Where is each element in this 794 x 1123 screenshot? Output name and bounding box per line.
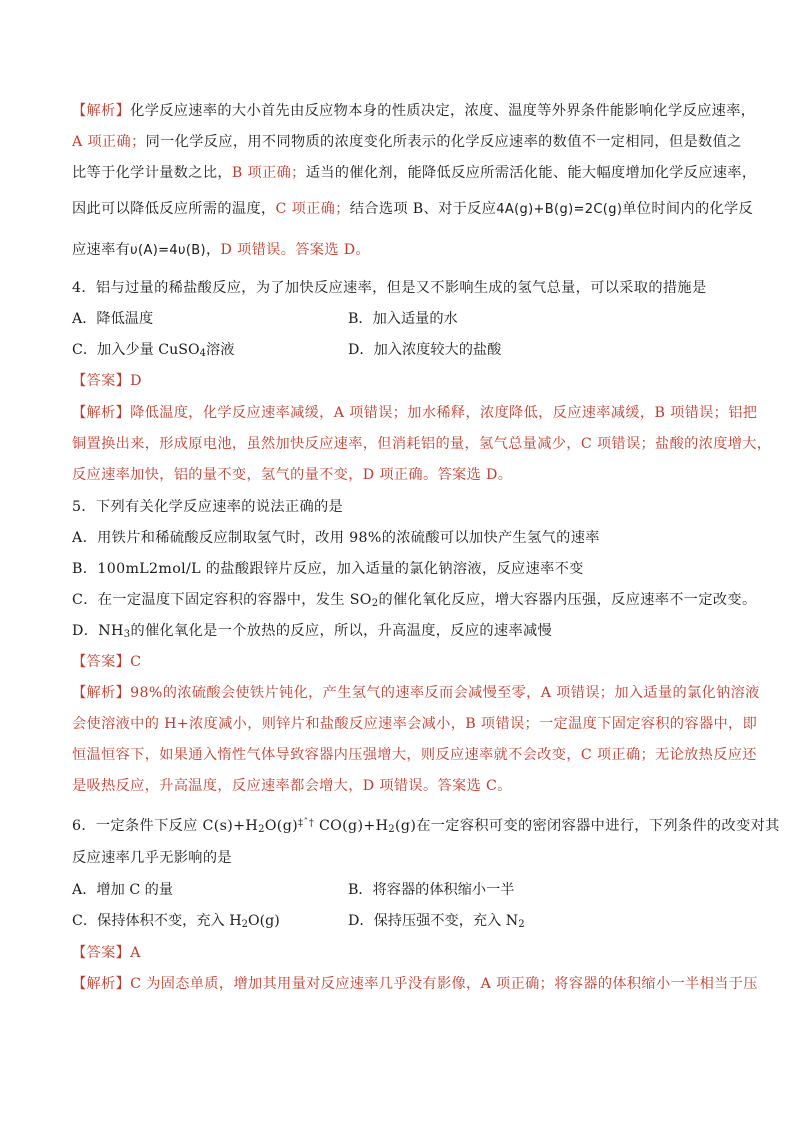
reaction-equation: 4A(g)+B(g)=2C(g) (496, 202, 623, 217)
q5-option-b: B．100mL2mol/L 的盐酸跟锌片反应，加入适量的氯化钠溶液，反应速率不变 (72, 561, 584, 577)
subscript: 2 (518, 919, 525, 930)
text: (g)在一定容积可变的密闭容器中进行，下列条件的改变对其 (395, 818, 780, 834)
option-verdict: A 项错误； (333, 405, 408, 421)
option-verdict: A 项正确； (480, 976, 555, 992)
analysis-tag: 【解析】 (72, 685, 131, 701)
text: 的催化氧化反应，增大容器内压强，反应速率不一定改变。 (378, 592, 757, 608)
text: C 为固态单质，增加其用量对反应速率几乎没有影像， (130, 976, 481, 992)
text: 同一化学反应，用不同物质的浓度变化所表示的化学反应速率的数值不一定相同，但是数值之 (145, 134, 742, 150)
text: 6．一定条件下反应 C(s)+H (72, 818, 259, 834)
option-verdict: D 项错误。答案选 D。 (220, 242, 370, 258)
q6-stem-line-2: 反应速率几乎无影响的是 (72, 850, 232, 866)
answer-value: C (130, 654, 142, 670)
analysis-tag: 【解析】 (72, 405, 131, 421)
subscript: 2 (258, 824, 265, 835)
text: 应速率有 (72, 242, 131, 258)
text: 会使溶液中的 H+浓度减小，则锌片和盐酸反应速率会减小， (72, 716, 466, 732)
q4-answer (72, 371, 732, 391)
option-verdict: C 项正确； (580, 747, 656, 763)
subscript: 4 (199, 348, 207, 359)
answer-tag: 【答案】 (72, 654, 131, 670)
q4-analysis-line-2 (72, 434, 772, 454)
analysis-tag: 【解析】 (72, 976, 131, 992)
q5-option-a: A．用铁片和稀硫酸反应制取氢气时，改用 98%的浓硫酸可以加快产生氢气的速率 (72, 530, 600, 546)
text: 一定温度下固定容积的容器中，即 (539, 716, 758, 732)
q5-option-c (72, 590, 757, 614)
q3-analysis-line-4 (72, 199, 754, 220)
q4-option-b: B．加入适量的水 (348, 311, 458, 327)
text: 98%的浓硫酸会使铁片钝化，产生氢气的速率反而会减慢至零， (130, 685, 541, 701)
q5-analysis-line-2 (72, 714, 758, 734)
answer-value: A (130, 945, 141, 961)
q6-option-b: B．将容器的体积缩小一半 (348, 882, 515, 898)
option-verdict: C 项错误； (580, 436, 656, 452)
text: 铜置换出来，形成原电池，虽然加快反应速率，但消耗铝的量，氢气总量减少， (72, 436, 581, 452)
text: 因此可以降低反应所需的温度， (72, 201, 276, 217)
subscript: 2 (241, 919, 248, 930)
q5-option-d (72, 621, 732, 645)
text: D．保持压强不变，充入 N (348, 913, 519, 929)
subscript: 2 (371, 598, 379, 609)
subscript: 2 (388, 824, 396, 835)
q4-analysis-line-1 (72, 403, 758, 423)
text: ， (205, 242, 221, 258)
text: 化学反应速率的大小首先由反应物本身的性质决定，浓度、温度等外界条件能影响化学反应速率， (130, 103, 756, 119)
text: 无论放热反应还 (655, 747, 757, 763)
q6-option-c (72, 911, 280, 935)
text: O(g) (248, 913, 280, 929)
text: 反应速率加快，铝的量不变，氢气的量不变， (72, 467, 363, 483)
rate-equation: υ(A)=4υ(B) (130, 243, 206, 258)
q4-stem: 4．铝与过量的稀盐酸反应，为了加快反应速率，但是又不影响生成的氢气总量，可以采取的措施是 (72, 280, 707, 296)
q5-answer (72, 652, 732, 672)
text: 降低温度，化学反应速率减缓， (130, 405, 334, 421)
option-verdict: D 项正确。答案选 D。 (362, 467, 513, 483)
text: 恒温恒容下，如果通入惰性气体导致容器内压强增大，则反应速率就不会改变， (72, 747, 581, 763)
text: 盐酸的浓度增大， (655, 436, 772, 452)
q6-answer (72, 943, 732, 963)
q4-option-c (72, 340, 234, 364)
text: 的催化氧化是一个放热的反应，所以，升高温度，反应的速率减慢 (130, 623, 553, 639)
answer-tag: 【答案】 (72, 373, 131, 389)
analysis-tag: 【解析】 (72, 103, 131, 119)
q6-stem-line-1 (72, 814, 780, 840)
option-verdict: B 项错误； (654, 405, 729, 421)
text: CO(g)+H (314, 818, 389, 834)
option-verdict: D 项错误。答案选 C。 (362, 778, 512, 794)
answer-value: D (130, 373, 142, 389)
option-verdict: C 项正确； (275, 201, 350, 217)
text: C．加入少量 CuSO (72, 342, 200, 358)
q5-analysis-line-4 (72, 776, 732, 796)
option-verdict: A 项正确； (72, 134, 146, 150)
option-verdict: B 项正确； (231, 165, 306, 181)
text: C．在一定温度下固定容积的容器中，发生 SO (72, 592, 372, 608)
q3-analysis-line-3 (72, 163, 757, 183)
q6-option-d (348, 911, 525, 935)
text: C．保持体积不变，充入 H (72, 913, 242, 929)
q5-analysis-line-3 (72, 745, 757, 765)
text: 加水稀释，浓度降低，反应速率减缓， (407, 405, 655, 421)
text: 铝把 (728, 405, 758, 421)
option-verdict: A 项错误； (540, 685, 615, 701)
equilibrium-arrow: ‡ˆ† (298, 818, 315, 829)
text: 将容器的体积缩小一半相当于压 (554, 976, 758, 992)
q5-stem: 5．下列有关化学反应速率的说法正确的是 (72, 499, 344, 515)
option-verdict: B 项错误； (465, 716, 540, 732)
q6-analysis-line-1 (72, 974, 758, 994)
q4-analysis-line-3 (72, 465, 732, 485)
q4-option-a: A．降低温度 (72, 311, 154, 327)
text: 适当的催化剂，能降低反应所需活化能、能大幅度增加化学反应速率， (305, 165, 757, 181)
text: O(g) (264, 818, 299, 834)
text: D．NH (72, 623, 124, 639)
text: 比等于化学计量数之比， (72, 165, 232, 181)
q3-analysis-line-2 (72, 132, 742, 152)
subscript: 3 (123, 629, 131, 640)
text: 单位时间内的化学反 (622, 201, 754, 217)
q6-option-a: A．增加 C 的量 (72, 882, 174, 898)
text: 加入适量的氯化钠溶液 (614, 685, 760, 701)
text: 溶液 (206, 342, 235, 358)
q3-analysis-line-1 (72, 101, 756, 121)
text: 结合选项 B、对于反应 (349, 201, 497, 217)
text: 是吸热反应，升高温度，反应速率都会增大， (72, 778, 363, 794)
q3-analysis-line-5 (72, 240, 732, 261)
q4-option-d: D．加入浓度较大的盐酸 (348, 342, 502, 358)
answer-tag: 【答案】 (72, 945, 131, 961)
q5-analysis-line-1 (72, 683, 760, 703)
